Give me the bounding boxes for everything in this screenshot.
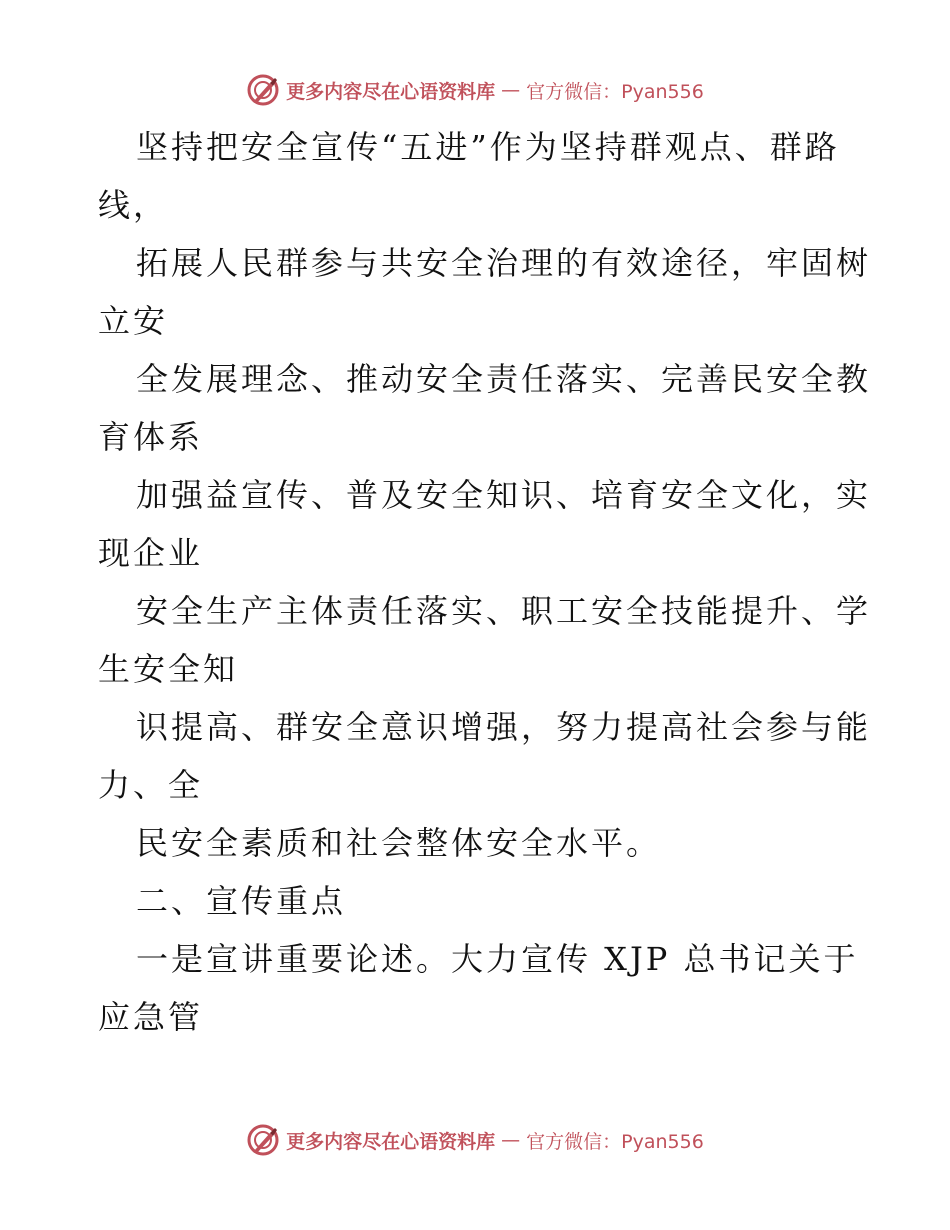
- document-body: [98, 118, 872, 1046]
- pen-logo-icon: [246, 1123, 280, 1157]
- text-line: 线，: [98, 186, 169, 224]
- pen-logo-icon: [246, 73, 280, 107]
- footer-banner: [0, 1120, 950, 1160]
- text-line: 拓展人民群参与共安全治理的有效途径，牢固树: [136, 244, 872, 282]
- text-line: 立安: [98, 302, 169, 340]
- text-line: 坚持把安全宣传“五进”作为坚持群观点、群路: [136, 128, 840, 166]
- text-line: 安全生产主体责任落实、职工安全技能提升、学: [136, 592, 872, 630]
- site-name-text: 更多内容尽在心语资料库: [286, 1130, 496, 1153]
- separator: —: [501, 1129, 521, 1151]
- text-line: 现企业: [98, 534, 204, 572]
- site-name-text: 更多内容尽在心语资料库: [286, 80, 496, 103]
- text-line: 民安全素质和社会整体安全水平。: [136, 824, 662, 862]
- text-line: 育体系: [98, 418, 204, 456]
- text-line: 识提高、群安全意识增强，努力提高社会参与能: [136, 708, 872, 746]
- section-heading: 二、宣传重点: [136, 882, 347, 920]
- text-line: 加强益宣传、普及安全知识、培育安全文化，实: [136, 476, 872, 514]
- text-line: 全发展理念、推动安全责任落实、完善民安全教: [136, 360, 872, 398]
- header-banner: [0, 70, 950, 110]
- separator: —: [501, 79, 521, 101]
- text-line: 生安全知: [98, 650, 239, 688]
- wechat-contact-text: 官方微信：Pyan556: [526, 80, 704, 103]
- wechat-contact-text: 官方微信：Pyan556: [526, 1130, 704, 1153]
- text-line: 力、全: [98, 766, 204, 804]
- text-line: 一是宣讲重要论述。大力宣传 XJP 总书记关于: [136, 940, 859, 978]
- text-line: 应急管: [98, 998, 204, 1036]
